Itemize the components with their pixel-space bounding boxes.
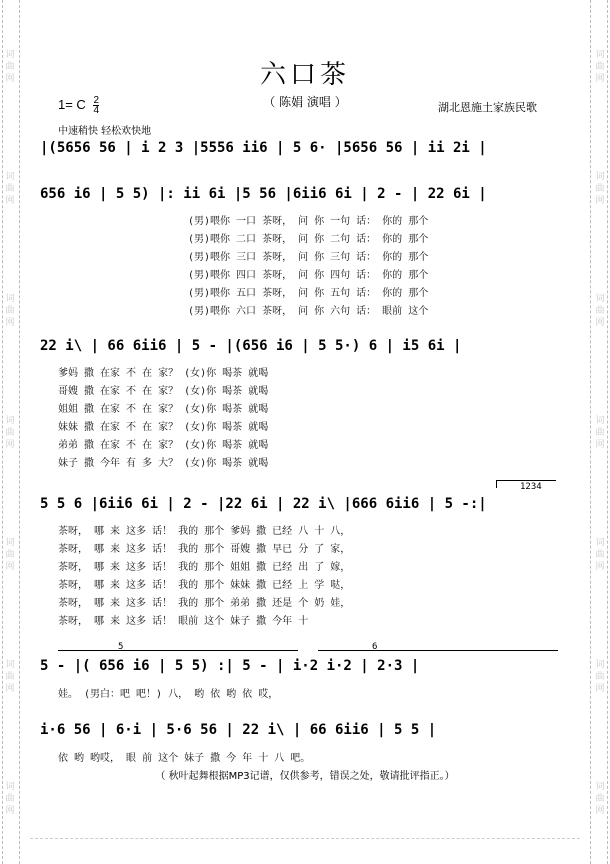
lyric-verse-c-1: 茶呀， 哪 来 这多 话！ 我的 那个 爹妈 撒 已经 八 十 八，: [58, 526, 351, 537]
watermark-char: 词: [595, 660, 605, 670]
lyric-verse-a-4: (男)喂你 四口 茶呀， 问 你 四句 话： 你的 那个: [188, 270, 429, 281]
page-frame-bottom: [30, 838, 580, 839]
key-signature: [58, 96, 99, 115]
watermark-char: 词: [5, 782, 15, 792]
lyric-verse-a-2: (男)喂你 二口 茶呀， 问 你 二句 话： 你的 那个: [188, 234, 429, 245]
first-ending-tick: [496, 480, 497, 488]
lyric-verse-b-5: 弟弟 撒 在家 不 在 家？ (女)你 喝茶 就喝: [58, 440, 269, 451]
first-ending-bracket: [496, 480, 556, 481]
watermark-char: 词: [595, 416, 605, 426]
watermark-char: 曲: [5, 306, 15, 316]
lyric-verse-c-5: 茶呀， 哪 来 这多 话！ 我的 那个 弟弟 撒 还是 个 奶 娃，: [58, 598, 351, 609]
watermark-char: 词: [595, 538, 605, 548]
lyric-verse-b-2: 哥嫂 撒 在家 不 在 家？ (女)你 喝茶 就喝: [58, 386, 269, 397]
lyric-verse-c-3: 茶呀， 哪 来 这多 话！ 我的 那个 姐姐 撒 已经 出 了 嫁，: [58, 562, 351, 573]
first-ending-label: 1234: [520, 482, 542, 492]
watermark-char: 词: [595, 782, 605, 792]
watermark-char: 网: [595, 684, 605, 694]
score-line-6: i·6 56 | 6·i | 5·6 56 | 22 i\ | 66 6ii6 | 5 5 |: [40, 722, 437, 738]
watermark-char: 曲: [595, 62, 605, 72]
watermark-char: 网: [595, 440, 605, 450]
score-line-3: 22 i\ | 66 6ii6 | 5 - |(656 i6 | 5 5·) 6 | i5 6i |: [40, 338, 462, 354]
watermark-char: 词: [5, 538, 15, 548]
watermark-char: 曲: [595, 184, 605, 194]
watermark-char: 词: [5, 172, 15, 182]
time-signature-denominator: 4: [93, 105, 100, 116]
lyric-verse-b-3: 姐姐 撒 在家 不 在 家？ (女)你 喝茶 就喝: [58, 404, 269, 415]
watermark-char: 曲: [595, 550, 605, 560]
time-signature-numerator: 2: [93, 95, 100, 106]
lyric-verse-c-4: 茶呀， 哪 来 这多 话！ 我的 那个 妹妹 撒 已经 上 学 哒，: [58, 580, 351, 591]
second-ending-bracket: [58, 650, 298, 651]
lyric-verse-b-6: 妹子 撒 今年 有 多 大？ (女)你 喝茶 就喝: [58, 458, 269, 469]
watermark-char: 词: [595, 294, 605, 304]
score-line-5: 5 - |( 656 i6 | 5 5) :| 5 - | i·2 i·2 | 2·3 |: [40, 658, 420, 674]
watermark-char: 网: [5, 562, 15, 572]
watermark-char: 词: [595, 50, 605, 60]
watermark-char: 网: [5, 74, 15, 84]
watermark-char: 网: [595, 562, 605, 572]
song-title: 六口茶: [259, 60, 350, 90]
watermark-char: 网: [5, 196, 15, 206]
lyric-line-5: 娃。 (男白：吧 吧！) 八， 哟 依 哟 依 哎，: [58, 689, 279, 700]
watermark-char: 网: [595, 196, 605, 206]
watermark-char: 曲: [595, 794, 605, 804]
lyric-verse-a-5: (男)喂你 五口 茶呀， 问 你 五句 话： 你的 那个: [188, 288, 429, 299]
performer-credit: （ 陈娟 演唱 ）: [263, 95, 347, 109]
score-line-2: 656 i6 | 5 5) |: ii 6i |5 56 |6ii6 6i | 2 - | 22 6i |: [40, 186, 487, 202]
watermark-char: 曲: [595, 306, 605, 316]
lyric-verse-a-1: (男)喂你 一口 茶呀， 问 你 一句 话： 你的 那个: [188, 216, 429, 227]
watermark-char: 网: [595, 806, 605, 816]
score-line-4: 5 5 6 |6ii6 6i | 2 - |22 6i | 22 i\ |666 6ii6 | 5 -:|: [40, 496, 487, 512]
watermark-char: 网: [595, 318, 605, 328]
watermark-char: 词: [5, 416, 15, 426]
lyric-verse-b-4: 妹妹 撒 在家 不 在 家？ (女)你 喝茶 就喝: [58, 422, 269, 433]
third-ending-bracket: [318, 650, 558, 651]
genre-label: 湖北恩施土家族民歌: [438, 101, 537, 114]
watermark-char: 曲: [5, 428, 15, 438]
watermark-char: 词: [5, 50, 15, 60]
watermark-char: 词: [595, 172, 605, 182]
watermark-char: 网: [5, 318, 15, 328]
key-text: 1= C: [58, 96, 86, 112]
third-ending-label: 6: [372, 642, 378, 652]
watermark-char: 网: [5, 684, 15, 694]
lyric-verse-a-3: (男)喂你 三口 茶呀， 问 你 三句 话： 你的 那个: [188, 252, 429, 263]
watermark-char: 曲: [5, 62, 15, 72]
watermark-char: 曲: [5, 794, 15, 804]
lyric-verse-c-6: 茶呀， 哪 来 这多 话！ 眼前 这个 妹子 撒 今年 十: [58, 616, 309, 627]
watermark-char: 词: [5, 294, 15, 304]
watermark-char: 曲: [595, 672, 605, 682]
second-ending-label: 5: [118, 642, 124, 652]
watermark-char: 曲: [5, 184, 15, 194]
lyric-verse-c-2: 茶呀， 哪 来 这多 话！ 我的 那个 哥嫂 撒 早已 分 了 家，: [58, 544, 351, 555]
watermark-char: 网: [5, 440, 15, 450]
lyric-verse-a-6: (男)喂你 六口 茶呀， 问 你 六句 话： 眼前 这个: [188, 306, 429, 317]
tempo-marking: 中速稍快 轻松欢快地: [58, 126, 152, 137]
score-line-1: |(5656 56 | i 2 3 |5556 ii6 | 5 6· |5656 56 | ii 2i |: [40, 140, 487, 156]
lyric-verse-b-1: 爹妈 撒 在家 不 在 家？ (女)你 喝茶 就喝: [58, 368, 269, 379]
watermark-char: 曲: [595, 428, 605, 438]
watermark-char: 网: [5, 806, 15, 816]
watermark-char: 网: [595, 74, 605, 84]
lyric-line-6: 依 哟 哟哎， 眼 前 这个 妹子 撒 今 年 十 八 吧。: [58, 753, 311, 764]
watermark-char: 词: [5, 660, 15, 670]
watermark-char: 曲: [5, 672, 15, 682]
transcription-note: （ 秋叶起舞根据MP3记谱，仅供参考，错误之处，敬请批评指正。）: [155, 771, 455, 782]
watermark-char: 曲: [5, 550, 15, 560]
time-signature: [93, 96, 99, 115]
